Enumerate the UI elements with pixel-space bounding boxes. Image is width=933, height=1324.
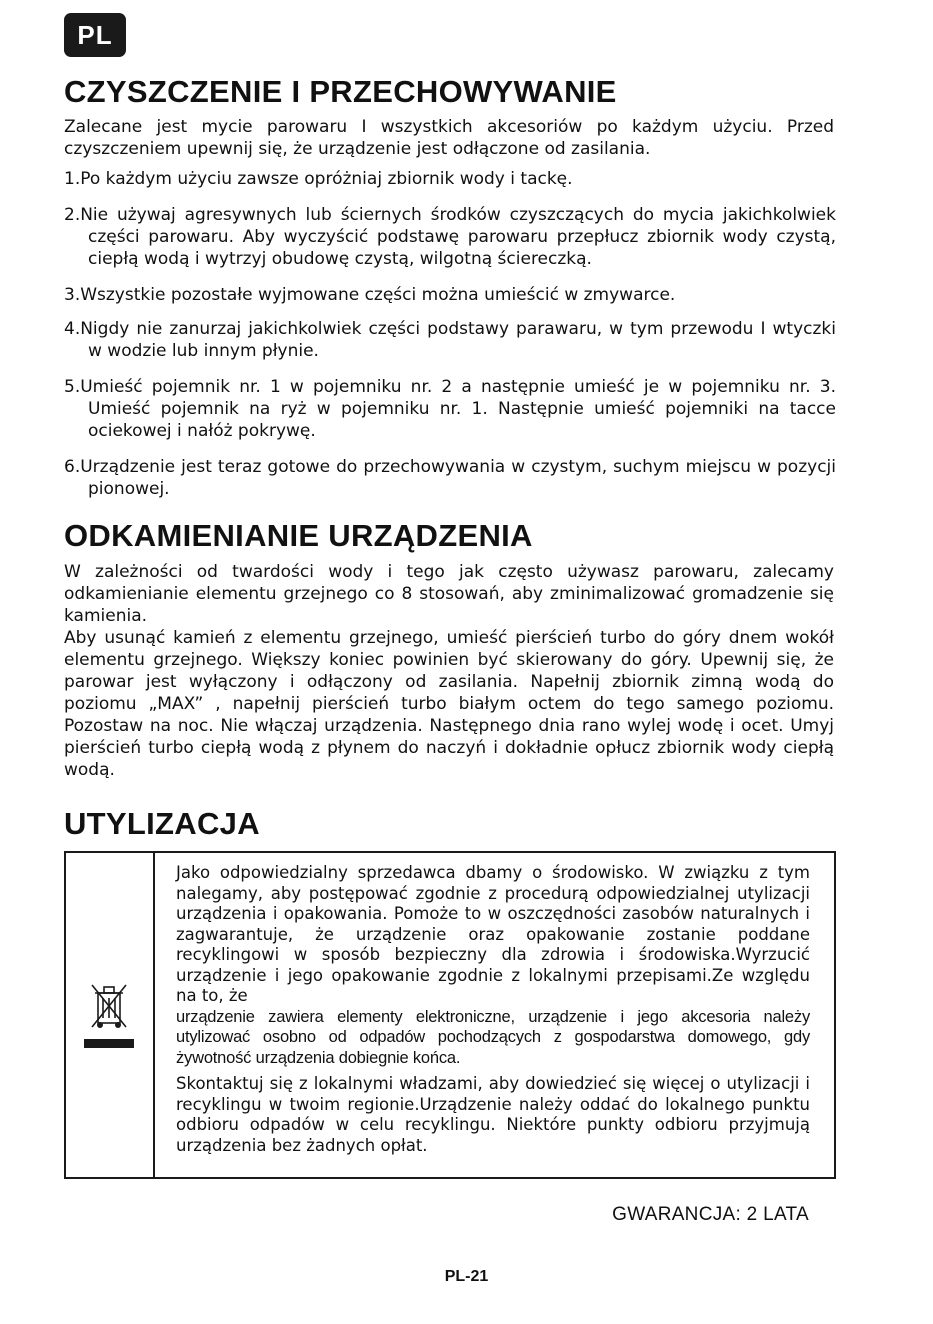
disposal-paragraph-3: Skontaktuj się z lokalnymi władzami, aby dowiedzieć się więcej o utylizacji i recyklingu w twoim regionie.Urządzenie należy oddać do lokalnego punktu odbioru odpadów w celu recyklingu. Niektóre punkty odbioru przyjmują urządzenia bez żadnych opłat. (176, 1074, 810, 1155)
cleaning-item-6: 6.Urządzenie jest teraz gotowe do przechowywania w czystym, suchym miejscu w pozycji pionowej. (64, 457, 836, 499)
page-number: PL-21 (444, 1268, 489, 1285)
descaling-paragraph-1: W zależności od twardości wody i tego jak często używasz parowaru, zalecamy odkamienianie elementu grzejnego co 8 stosowań, aby zminimalizować gromadzenie się kamienia. (64, 562, 834, 626)
descaling-heading: ODKAMIENIANIE URZĄDZENIA (64, 518, 533, 553)
disposal-heading: UTYLIZACJA (64, 806, 260, 841)
crossed-out-wheelie-bin-icon (84, 981, 134, 1051)
cleaning-heading: CZYSZCZENIE I PRZECHOWYWANIE (64, 74, 617, 109)
disposal-paragraph-2: urządzenie zawiera elementy elektroniczne, urządzenie i jego akcesoria należy utylizować osobno od odpadów pochodzących z gospodarstwa domowego, gdy żywotność urządzenia dobiegnie końca. (176, 1007, 810, 1067)
cleaning-item-2: 2.Nie używaj agresywnych lub ściernych środków czyszczących do mycia jakichkolwiek części parowaru. Aby wyczyścić podstawę parowaru przepłucz zbiornik wody czystą, ciepłą wodą i wytrzyj obudowę czystą, wilgotną ściereczką. (64, 205, 836, 269)
cleaning-item-1: 1.Po każdym użyciu zawsze opróżniaj zbiornik wody i tackę. (64, 169, 573, 189)
descaling-paragraph-2: Aby usunąć kamień z elementu grzejnego, umieść pierścień turbo do góry dnem wokół elementu grzejnego. Większy koniec powinien być skierowany do góry. Upewnij się, że parowar jest wyłączony i odłączony od zasilania. Napełnij zbiornik zimną wodą do poziomu „MAX” , napełnij pierścień turbo białym octem do tego samego poziomu. Pozostaw na noc. Nie włączaj urządzenia. Następnego dnia rano wylej wodę i ocet. Umyj pierścień turbo ciepłą wodą z płynem do naczyń i dokładnie opłucz zbiornik wody ciepłą wodą. (64, 628, 834, 780)
cleaning-item-3: 3.Wszystkie pozostałe wyjmowane części można umieścić w zmywarce. (64, 285, 676, 305)
disposal-info-box (64, 851, 836, 1179)
cleaning-item-4: 4.Nigdy nie zanurzaj jakichkolwiek części podstawy parawaru, w tym przewodu I wtyczki w wodzie lub innym płynie. (64, 319, 836, 361)
disposal-text (176, 863, 810, 1162)
warranty-label: GWARANCJA: 2 LATA (612, 1204, 809, 1225)
disposal-paragraph-1: Jako odpowiedzialny sprzedawca dbamy o środowisko. W związku z tym nalegamy, aby postępować zgodnie z procedurą odpowiedzialnej utylizacji urządzenia i opakowania. Pomoże to w oszczędności zasobów naturalnych i zagwarantuje, że urządzenie oraz opakowanie zostanie poddane recyklingowi w sposób bezpieczny dla zdrowia i środowiska.Wyrzucić urządzenie i jego opakowanie zgodnie z lokalnymi przepisami.Ze względu na to, że (176, 863, 810, 1005)
language-badge: PL (64, 13, 126, 57)
disposal-divider (153, 853, 155, 1177)
cleaning-intro: Zalecane jest mycie parowaru I wszystkich akcesoriów po każdym użyciu. Przed czyszczeniem upewnij się, że urządzenie jest odłączone od zasilania. (64, 117, 834, 159)
cleaning-item-5: 5.Umieść pojemnik nr. 1 w pojemniku nr. 2 a następnie umieść je w pojemniku nr. 3. Umieść pojemnik na ryż w pojemniku nr. 1. Następnie umieść pojemniki na tacce ociekowej i nałóż pokrywę. (64, 377, 836, 441)
